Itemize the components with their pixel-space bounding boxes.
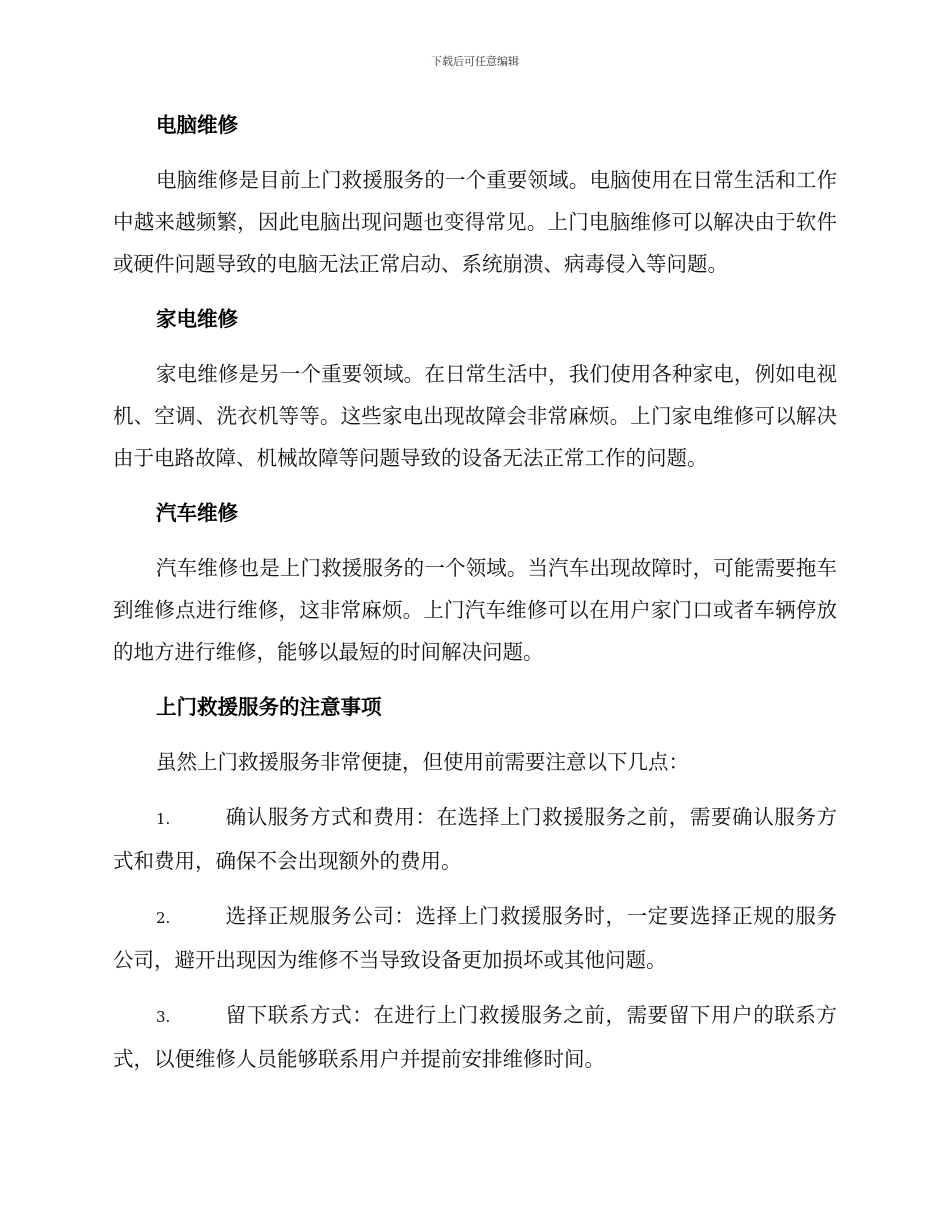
list-item-text: 留下联系方式：在进行上门救援服务之前，需要留下用户的联系方式，以便维修人员能够联系用户并提前安排维修时间。 [113, 1003, 837, 1071]
list-item [113, 994, 837, 1080]
section-paragraph-precautions-intro: 虽然上门救援服务非常便捷，但使用前需要注意以下几点： [156, 750, 689, 774]
section-heading-car-repair: 汽车维修 [156, 501, 238, 525]
section-heading-precautions: 上门救援服务的注意事项 [156, 695, 382, 719]
section-paragraph-car-repair: 汽车维修也是上门救援服务的一个领域。当汽车出现故障时，可能需要拖车到维修点进行维修，这非常麻烦。上门汽车维修可以在用户家门口或者车辆停放的地方进行维修，能够以最短的时间解决问题。 [113, 556, 837, 664]
list-item [113, 796, 837, 882]
list-item-number: 2. [156, 909, 171, 927]
document-body [113, 104, 837, 1080]
section-heading-computer-repair: 电脑维修 [156, 113, 238, 137]
section-paragraph-appliance-repair: 家电维修是另一个重要领域。在日常生活中，我们使用各种家电，例如电视机、空调、洗衣机等等。这些家电出现故障会非常麻烦。上门家电维修可以解决由于电路故障、机械故障等问题导致的设备无法正常工作的问题。 [113, 362, 837, 470]
list-item [113, 895, 837, 981]
list-item-number: 1. [156, 810, 171, 828]
header-note: 下载后可任意编辑 [431, 55, 519, 68]
section-paragraph-computer-repair: 电脑维修是目前上门救援服务的一个重要领域。电脑使用在日常生活和工作中越来越频繁，因此电脑出现问题也变得常见。上门电脑维修可以解决由于软件或硬件问题导致的电脑无法正常启动、系统崩溃、病毒侵入等问题。 [113, 168, 837, 276]
list-item-text: 确认服务方式和费用：在选择上门救援服务之前，需要确认服务方式和费用，确保不会出现额外的费用。 [113, 805, 837, 873]
section-heading-appliance-repair: 家电维修 [156, 307, 238, 331]
list-item-text: 选择正规服务公司：选择上门救援服务时，一定要选择正规的服务公司，避开出现因为维修不当导致设备更加损坏或其他问题。 [113, 904, 837, 972]
list-item-number: 3. [156, 1008, 171, 1026]
